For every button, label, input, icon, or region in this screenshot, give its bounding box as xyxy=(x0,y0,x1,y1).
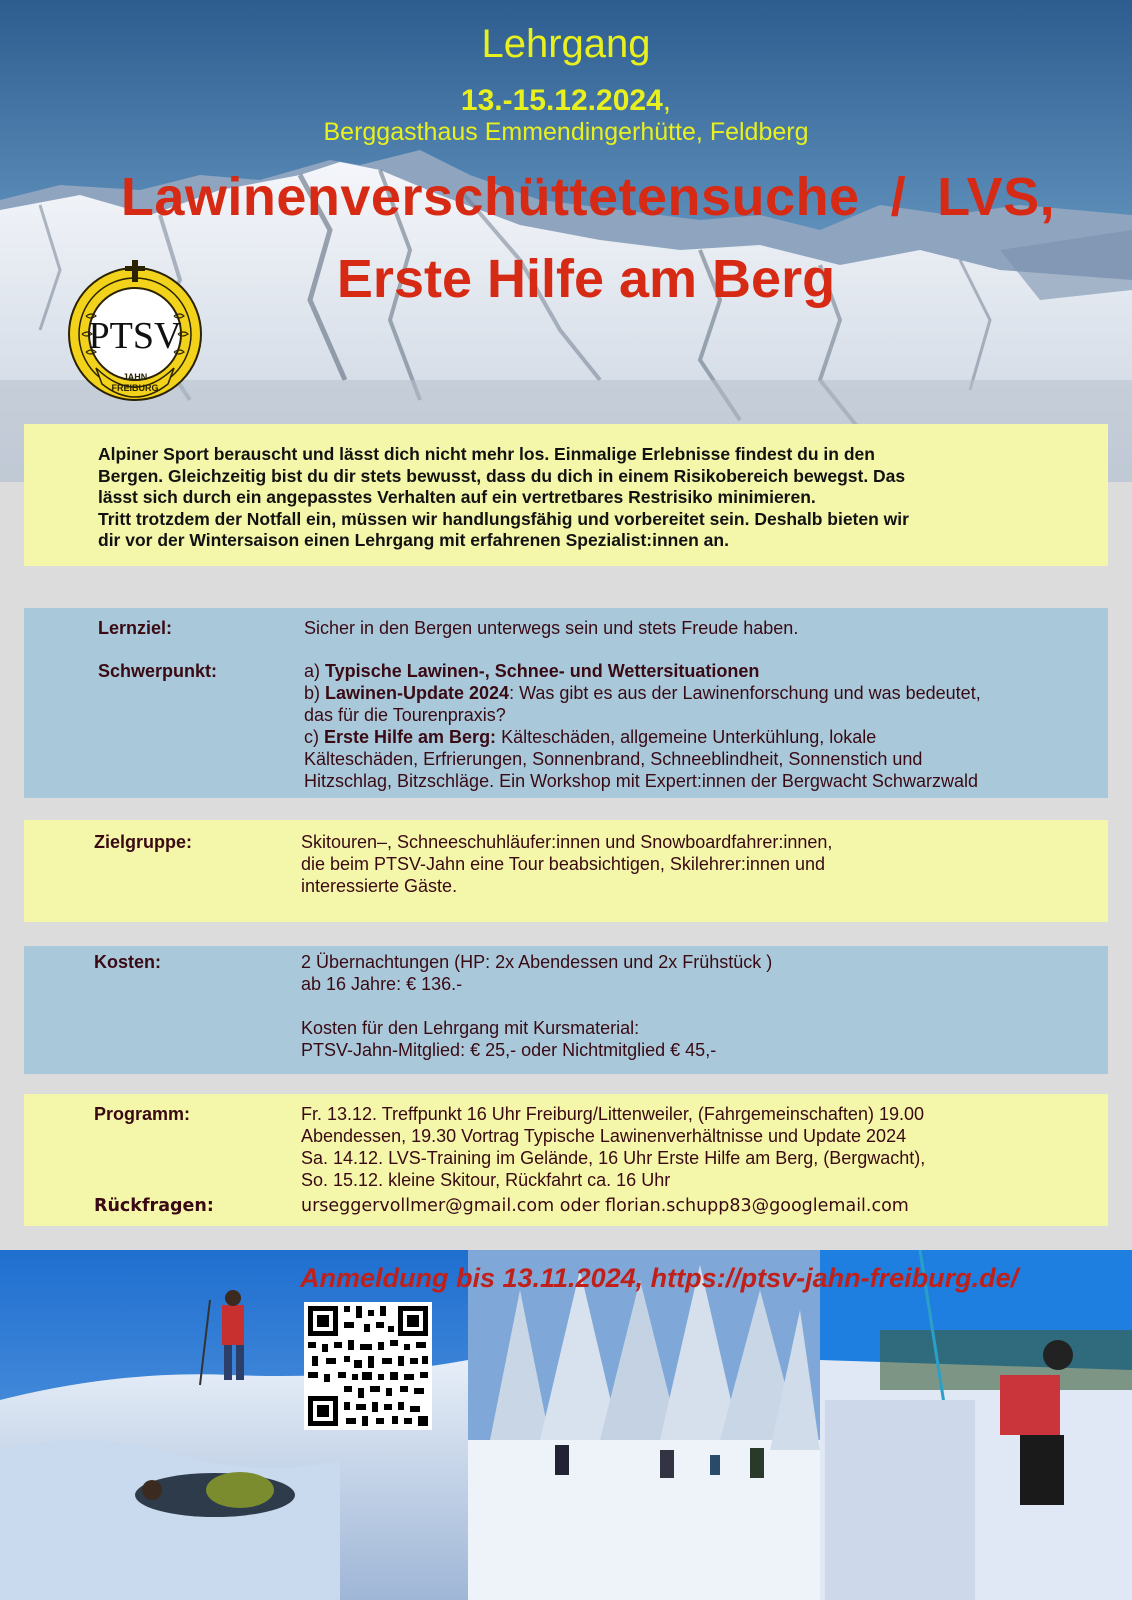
costs-label: Kosten: xyxy=(94,952,161,972)
focus-c-line-2: Kälteschäden, Erfrierungen, Sonnenbrand, Schneeblindheit, Sonnenstich und xyxy=(304,749,923,769)
focus-c-text: Kälteschäden, allgemeine Unterkühlung, lokale xyxy=(496,727,877,747)
logo-text-jahn: JAHN xyxy=(122,372,148,382)
course-date-suffix: , xyxy=(662,84,672,117)
contact-label: Rückfragen: xyxy=(94,1196,214,1216)
photo-collage xyxy=(0,1250,1132,1600)
headline-line-2: Erste Hilfe am Berg xyxy=(336,249,836,309)
program-panel xyxy=(24,1094,1108,1226)
costs-line-4: PTSV-Jahn-Mitglied: € 25,- oder Nichtmitglied € 45,- xyxy=(301,1040,717,1060)
focus-item-a xyxy=(304,661,759,683)
qr-code-graphic xyxy=(304,1302,432,1430)
costs-line-2: ab 16 Jahre: € 136.- xyxy=(301,974,463,994)
costs-line-1: 2 Übernachtungen (HP: 2x Abendessen und 2x Frühstück ) xyxy=(301,952,773,972)
focus-b-line-2: das für die Tourenpraxis? xyxy=(304,705,506,725)
target-label: Zielgruppe: xyxy=(94,832,192,852)
photo-snowy-forest xyxy=(468,1250,820,1600)
program-label: Programm: xyxy=(94,1104,191,1124)
target-group-panel xyxy=(24,820,1108,922)
intro-line-4: Tritt trotzdem der Notfall ein, müssen wir handlungsfähig und vorbereitet sein. Deshalb bieten wir xyxy=(98,508,909,529)
logo-monogram: PTSV xyxy=(88,315,182,357)
goal-text: Sicher in den Bergen unterwegs sein und stets Freude haben. xyxy=(304,618,799,638)
focus-c-line-3: Hitzschlag, Bitzschläge. Ein Workshop mit Expert:innen der Bergwacht Schwarzwald xyxy=(304,771,978,791)
ptsv-emblem xyxy=(64,256,206,404)
intro-line-2: Bergen. Gleichzeitig bist du dir stets bewusst, dass du dich in einem Risikobereich bewegst. Das xyxy=(98,465,906,486)
focus-c-title: Erste Hilfe am Berg: xyxy=(324,727,497,747)
focus-label: Schwerpunkt: xyxy=(98,661,218,681)
target-line-2: die beim PTSV-Jahn eine Tour beabsichtigen, Skilehrer:innen und xyxy=(301,854,825,874)
intro-line-3: lässt sich durch ein angepasstes Verhalten auf ein vertretbares Restrisiko minimieren. xyxy=(98,487,816,507)
focus-a-title: Typische Lawinen-, Schnee- und Wettersituationen xyxy=(325,661,760,681)
course-venue: Berggasthaus Emmendingerhütte, Feldberg xyxy=(323,118,809,146)
program-line-1: Fr. 13.12. Treffpunkt 16 Uhr Freiburg/Littenweiler, (Fahrgemeinschaften) 19.00 xyxy=(301,1104,924,1124)
headline-line-1: Lawinenverschüttetensuche / LVS, xyxy=(120,167,1056,227)
focus-item-b xyxy=(304,683,981,705)
focus-b-prefix: b) xyxy=(304,683,326,703)
intro-line-5: dir vor der Wintersaison einen Lehrgang mit erfahrenen Spezialist:innen an. xyxy=(98,530,729,550)
registration-qr-code[interactable] xyxy=(304,1302,432,1430)
course-date: 13.-15.12.2024 xyxy=(460,84,663,117)
target-line-3: interessierte Gäste. xyxy=(301,876,458,896)
focus-c-prefix: c) xyxy=(304,727,324,747)
logo-text-freiburg: FREIBURG xyxy=(111,383,159,393)
costs-line-3: Kosten für den Lehrgang mit Kursmaterial: xyxy=(301,1018,640,1038)
target-line-1: Skitouren–, Schneeschuhläufer:innen und Snowboardfahrer:innen, xyxy=(301,832,833,852)
signup-deadline[interactable]: Anmeldung bis 13.11.2024, https://ptsv-jahn-freiburg.de/ xyxy=(300,1263,1019,1293)
focus-b-text: : Was gibt es aus der Lawinenforschung und was bedeutet, xyxy=(509,683,981,703)
focus-a-prefix: a) xyxy=(304,661,326,681)
course-title: Lehrgang xyxy=(481,22,651,66)
focus-b-title: Lawinen-Update 2024 xyxy=(325,683,510,703)
contact-emails[interactable]: urseggervollmer@gmail.com oder florian.schupp83@googlemail.com xyxy=(301,1196,909,1216)
intro-line-1: Alpiner Sport berauscht und lässt dich nicht mehr los. Einmalige Erlebnisse findest du in den xyxy=(98,444,875,464)
club-logo xyxy=(64,256,206,404)
program-line-3: Sa. 14.12. LVS-Training im Gelände, 16 Uhr Erste Hilfe am Berg, (Bergwacht), xyxy=(301,1148,926,1168)
program-line-2: Abendessen, 19.30 Vortrag Typische Lawinenverhältnisse und Update 2024 xyxy=(301,1126,907,1146)
mountain-panorama xyxy=(0,0,1132,482)
photo-snow-profile xyxy=(820,1250,1132,1600)
goal-label: Lernziel: xyxy=(98,618,173,638)
course-date-line xyxy=(0,84,1132,118)
learning-panel xyxy=(24,608,1108,798)
bottom-photo-strip xyxy=(0,1250,1132,1600)
focus-item-c xyxy=(304,727,876,749)
program-line-4: So. 15.12. kleine Skitour, Rückfahrt ca. 16 Uhr xyxy=(301,1170,671,1190)
costs-panel xyxy=(24,946,1108,1074)
intro-panel xyxy=(24,424,1108,566)
header-mountain-photo xyxy=(0,0,1132,482)
